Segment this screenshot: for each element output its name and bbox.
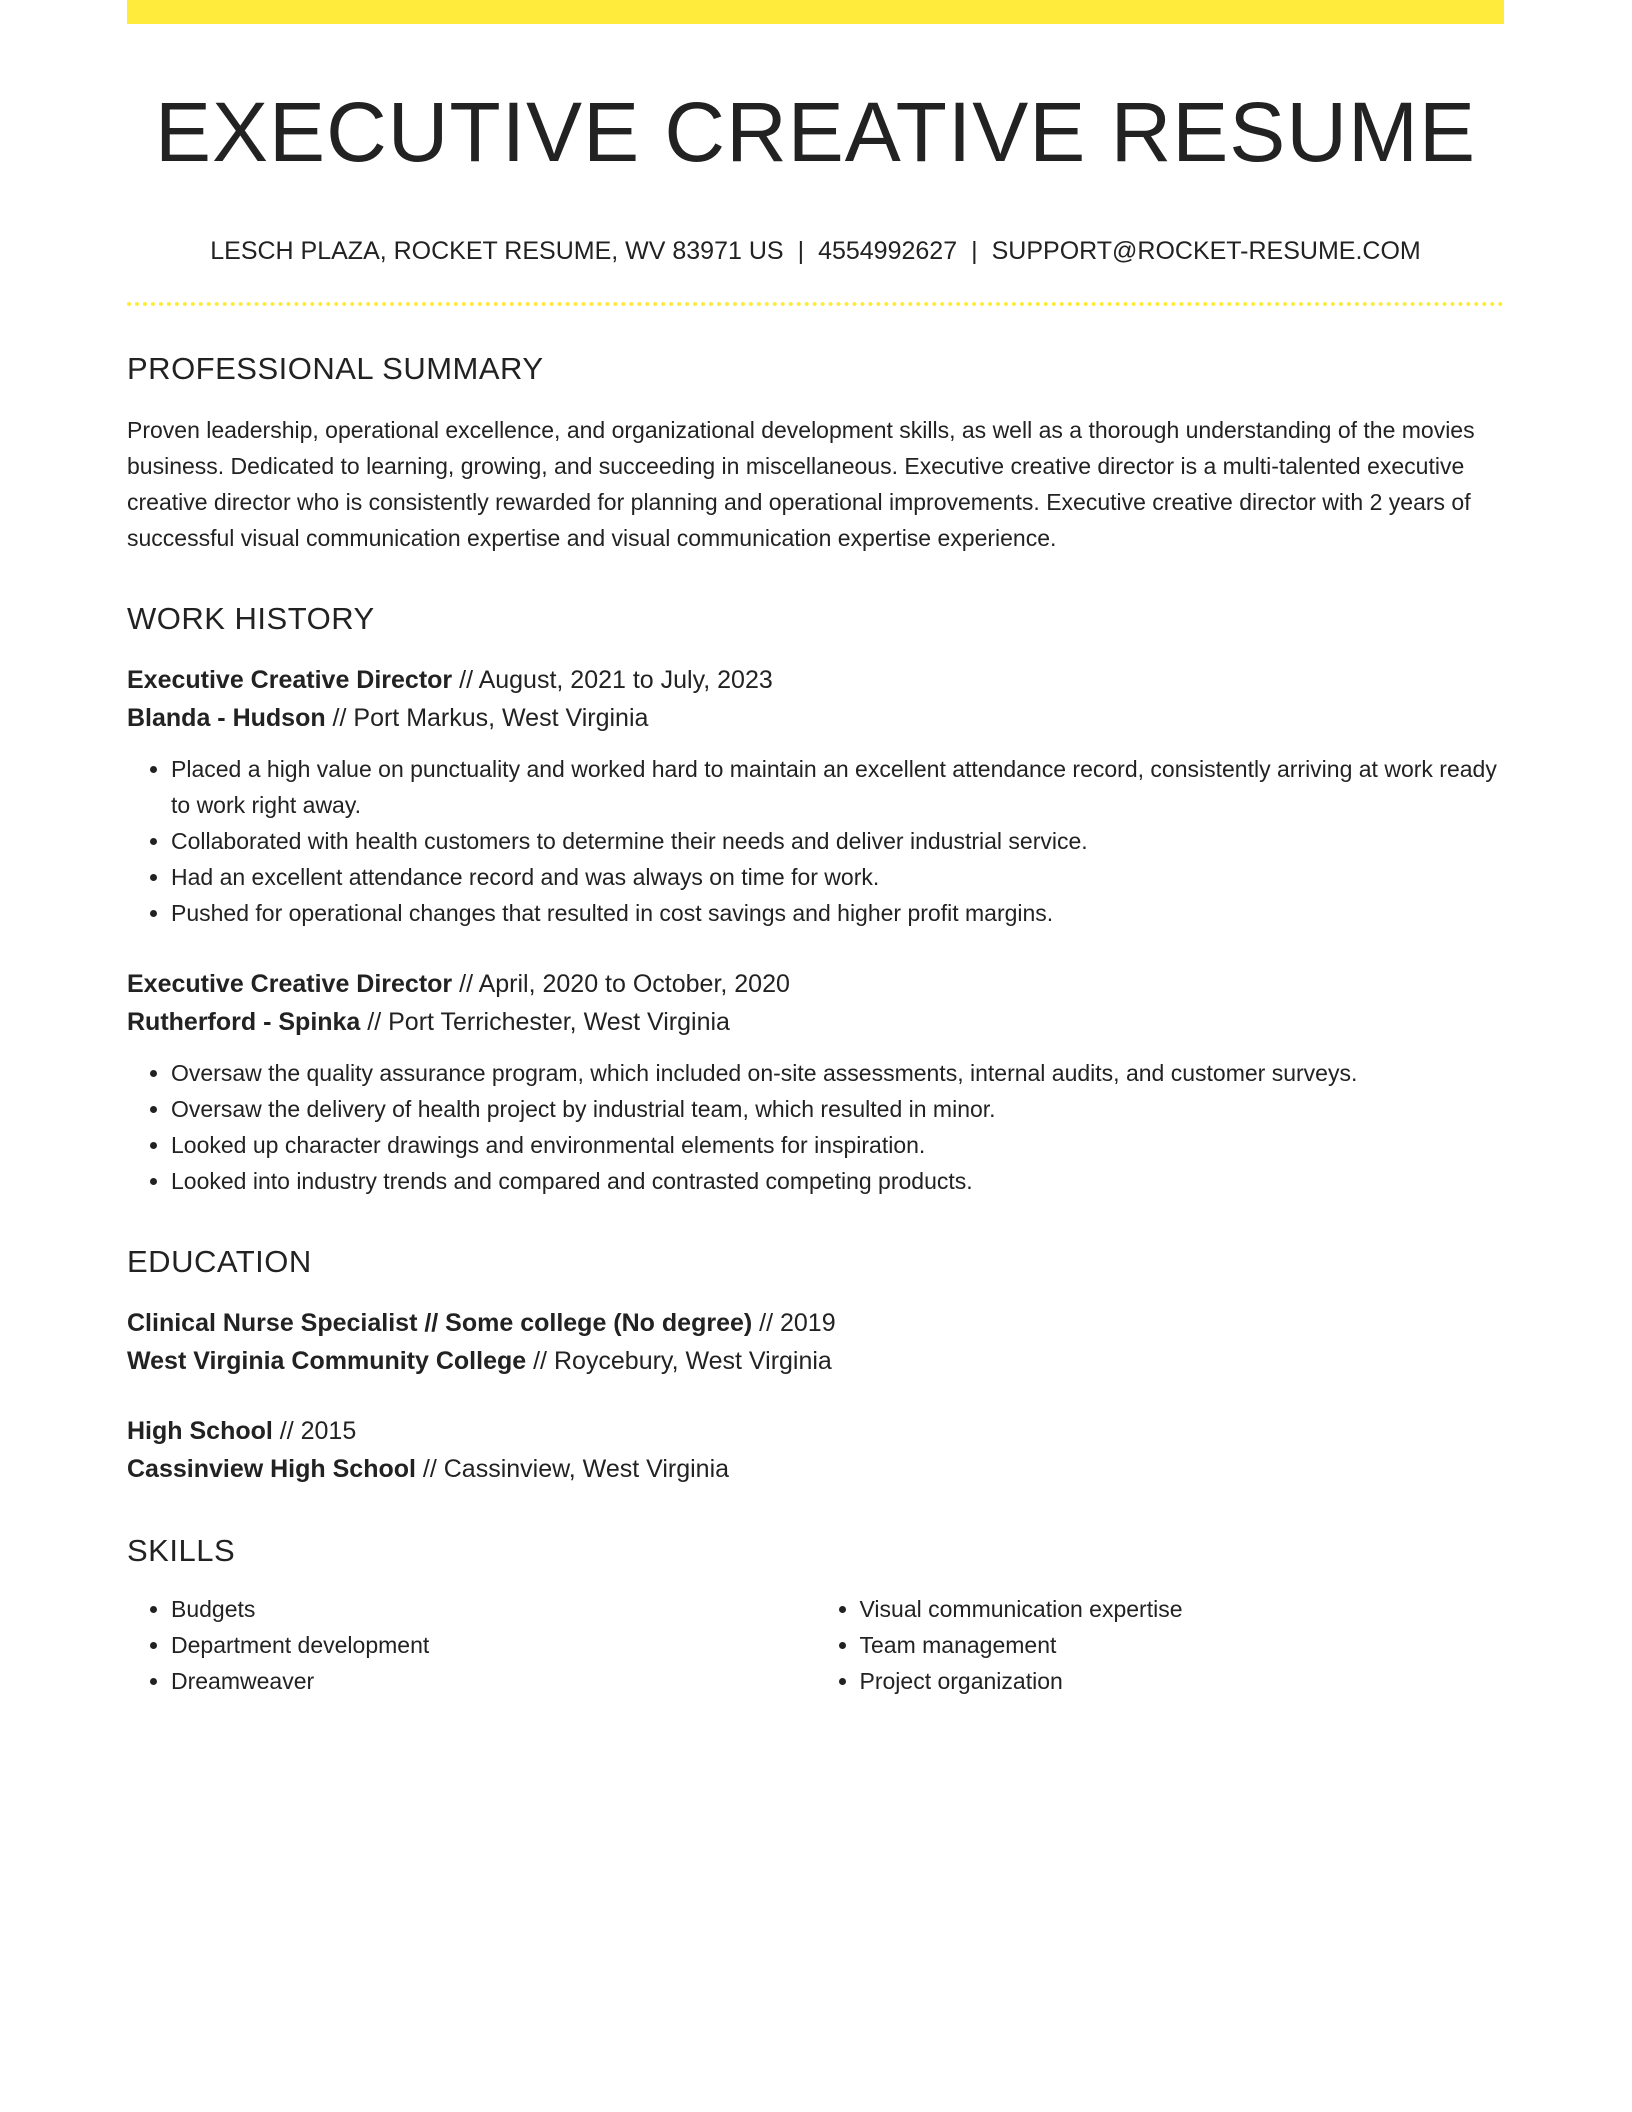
education-degree-line xyxy=(127,1304,1504,1342)
education-degree: Clinical Nurse Specialist // Some college (No degree) xyxy=(127,1308,753,1337)
summary-text: Proven leadership, operational excellence, and organizational development skills, as well as a thorough understanding of the movies business. Dedicated to learning, growing, and succeeding in miscellaneous. Executive creative director is a multi-talented executive creative director who is consistently rewarded for planning and operational improvements. Executive creative director with 2 years of successful visual communication expertise and visual communication expertise experience. xyxy=(127,416,1475,551)
job-bullets xyxy=(127,1055,1504,1199)
job-title-line xyxy=(127,661,1504,699)
skills-right-list xyxy=(816,1591,1505,1699)
dotted-divider xyxy=(127,302,1504,306)
contact-separator: | xyxy=(971,237,978,266)
job-role: Executive Creative Director xyxy=(127,665,453,694)
work-history-heading: WORK HISTORY xyxy=(127,600,375,636)
resume-title: EXECUTIVE CREATIVE RESUME xyxy=(154,85,1476,179)
education-location: // Cassinview, West Virginia xyxy=(415,1454,730,1483)
list-item: • Oversaw the delivery of health project by industrial team, which resulted in minor. xyxy=(171,1091,1504,1127)
education-degree-line xyxy=(127,1412,1504,1450)
skill-item: • Budgets xyxy=(171,1591,816,1627)
skill-item: • Project organization xyxy=(860,1663,1505,1699)
education-year: // 2019 xyxy=(752,1308,836,1337)
list-item: • Looked up character drawings and environmental elements for inspiration. xyxy=(171,1127,1504,1163)
list-item: • Had an excellent attendance record and was always on time for work. xyxy=(171,859,1504,895)
job-company-line xyxy=(127,699,1504,737)
accent-top-bar xyxy=(127,0,1504,24)
resume-page xyxy=(127,0,1504,1699)
education-school: West Virginia Community College xyxy=(127,1346,527,1375)
job-role: Executive Creative Director xyxy=(127,969,453,998)
job-location: // Port Terrichester, West Virginia xyxy=(360,1007,730,1036)
skills-columns xyxy=(127,1591,1504,1699)
job-dates: // April, 2020 to October, 2020 xyxy=(452,969,790,998)
job-company: Rutherford - Spinka xyxy=(127,1007,361,1036)
education-degree: High School xyxy=(127,1416,273,1445)
job-company-line xyxy=(127,1003,1504,1041)
contact-separator: | xyxy=(797,237,805,266)
summary-heading: PROFESSIONAL SUMMARY xyxy=(127,351,544,387)
contact-address: LESCH PLAZA, ROCKET RESUME, WV 83971 US xyxy=(210,237,784,266)
education-entry xyxy=(127,1304,1504,1380)
education-school-line xyxy=(127,1342,1504,1380)
education-location: // Roycebury, West Virginia xyxy=(526,1346,832,1375)
education-heading: EDUCATION xyxy=(127,1243,312,1279)
list-item: • Placed a high value on punctuality and worked hard to maintain an excellent attendance record, consistently arriving at work ready to work right away. xyxy=(171,751,1504,823)
job-entry xyxy=(127,965,1504,1199)
skills-heading: SKILLS xyxy=(127,1532,236,1568)
skill-item: • Visual communication expertise xyxy=(860,1591,1505,1627)
skill-item: • Department development xyxy=(171,1627,816,1663)
skills-left-list xyxy=(127,1591,816,1699)
job-location: // Port Markus, West Virginia xyxy=(325,703,649,732)
job-entry xyxy=(127,661,1504,931)
job-company: Blanda - Hudson xyxy=(127,703,326,732)
education-school: Cassinview High School xyxy=(127,1454,416,1483)
education-year: // 2015 xyxy=(272,1416,357,1445)
contact-line xyxy=(127,236,1504,266)
list-item: • Collaborated with health customers to determine their needs and deliver industrial service. xyxy=(171,823,1504,859)
job-title-line xyxy=(127,965,1504,1003)
education-school-line xyxy=(127,1450,1504,1488)
skill-item: • Team management xyxy=(860,1627,1505,1663)
contact-phone: 4554992627 xyxy=(818,237,958,266)
list-item: • Looked into industry trends and compared and contrasted competing products. xyxy=(171,1163,1504,1199)
job-bullets xyxy=(127,751,1504,931)
contact-email: SUPPORT@ROCKET-RESUME.COM xyxy=(991,237,1421,266)
list-item: • Oversaw the quality assurance program, which included on-site assessments, internal audits, and customer surveys. xyxy=(171,1055,1504,1091)
education-entry xyxy=(127,1412,1504,1488)
skill-item: • Dreamweaver xyxy=(171,1663,816,1699)
job-dates: // August, 2021 to July, 2023 xyxy=(452,665,773,694)
list-item: • Pushed for operational changes that resulted in cost savings and higher profit margins. xyxy=(171,895,1504,931)
